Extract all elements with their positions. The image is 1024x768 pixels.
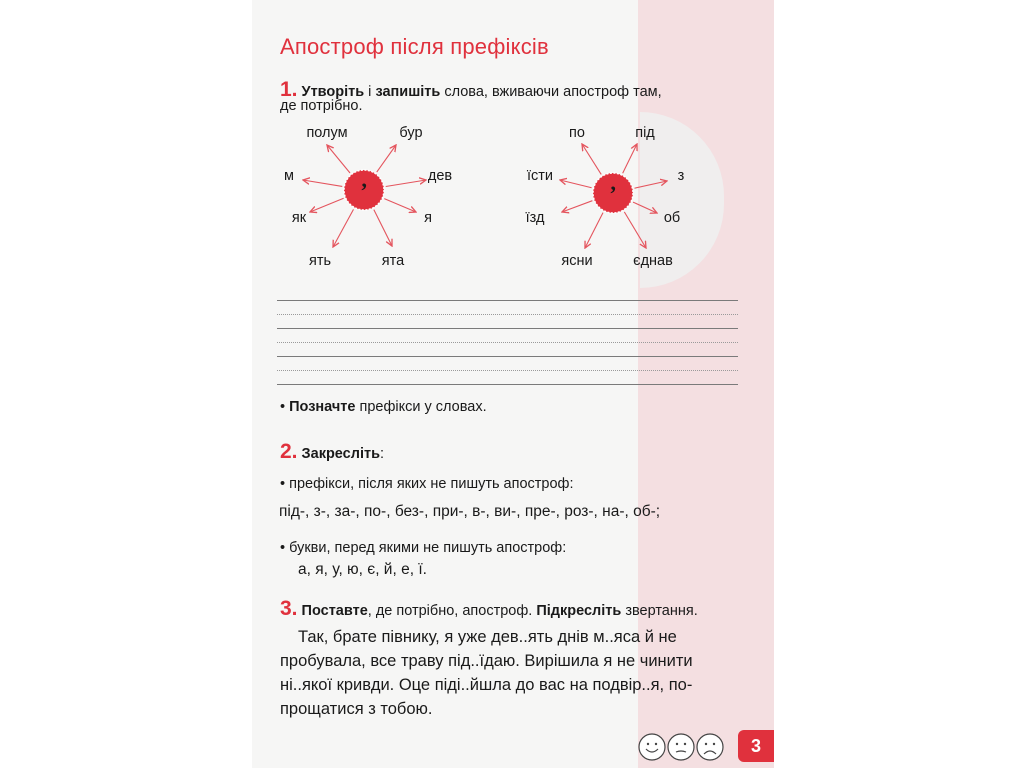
exercise-2-number: 2.: [280, 440, 298, 463]
star-arrow: [310, 198, 344, 212]
instruction-text: слова, вживаючи апостроф там,: [440, 84, 662, 100]
exercise-3-instruction: [280, 597, 698, 621]
page-title: Апостроф після префіксів: [280, 34, 549, 59]
page-number: 3: [738, 730, 774, 762]
instruction-text: і: [364, 84, 376, 100]
writing-guide-line: [277, 314, 738, 315]
bullet: •: [280, 399, 286, 415]
exercise-3-text-line[interactable]: ні..якої кривди. Оце піді..йшла до вас на подвір..я, по-: [280, 676, 693, 694]
self-assessment-faces: [637, 732, 737, 762]
star-arrow: [384, 199, 416, 212]
star-2-word: з: [677, 168, 685, 184]
star-arrow: [582, 144, 601, 174]
star-2-apostrophe: ’: [609, 181, 617, 206]
exercise-1-instruction-line2: де потрібно.: [280, 98, 363, 114]
star-1-word: як: [291, 210, 307, 226]
instruction-verb: запишіть: [375, 84, 441, 100]
instruction-verb: Закресліть: [301, 446, 381, 462]
star-2-word: по: [569, 125, 585, 141]
star-2-word: об: [663, 210, 681, 226]
star-arrow: [562, 201, 592, 212]
star-arrow: [560, 180, 592, 188]
star-arrow: [327, 145, 350, 173]
exercise-3-text-line[interactable]: прощатися з тобою.: [280, 700, 433, 718]
exercise-3-text-line[interactable]: Так, брате півнику, я уже дев..ять днів м..яса й не: [298, 628, 677, 646]
star-arrow: [303, 180, 342, 186]
exercise-1-task: [280, 399, 487, 415]
star-2-word: ясни: [561, 253, 593, 269]
instruction-verb: Поставте: [301, 603, 368, 619]
task-text: префікси у словах.: [355, 399, 487, 415]
exercise-2-bullet-1: • префікси, після яких не пишуть апостроф:: [280, 476, 574, 492]
star-2-word: їсти: [526, 168, 554, 184]
star-arrow: [623, 144, 637, 173]
exercise-2-instruction: [280, 440, 384, 464]
star-1-word: полум: [306, 125, 348, 141]
instruction-verb: Підкресліть: [536, 603, 622, 619]
star-arrow: [624, 212, 646, 248]
neutral-face-icon[interactable]: [668, 734, 694, 760]
writing-line[interactable]: [277, 300, 738, 301]
instruction-text: звертання.: [621, 603, 698, 619]
star-1-word: бур: [399, 125, 423, 141]
writing-guide-line: [277, 342, 738, 343]
instruction-colon: :: [380, 446, 385, 462]
star-1-word: дев: [427, 168, 453, 184]
star-1-apostrophe: ’: [360, 178, 368, 203]
instruction-verb: Утворіть: [301, 84, 365, 100]
star-2-word: єднав: [633, 253, 673, 269]
writing-line[interactable]: [277, 384, 738, 385]
prefix-list[interactable]: під-, з-, за-, по-, без-, при-, в-, ви-, пре-, роз-, на-, об-;: [279, 503, 661, 520]
star-1-word: ята: [381, 253, 405, 269]
star-1-word: я: [424, 210, 432, 226]
exercise-2-bullet-2: • букви, перед якими не пишуть апостроф:: [280, 540, 567, 556]
star-arrow: [634, 181, 667, 188]
letter-list[interactable]: а, я, у, ю, є, й, е, ї.: [298, 561, 427, 578]
star-2-word: під: [635, 125, 655, 141]
star-1-word: ять: [308, 253, 332, 269]
task-verb: Позначте: [289, 399, 356, 415]
star-arrow: [386, 180, 426, 186]
writing-line[interactable]: [277, 328, 738, 329]
writing-guide-line: [277, 370, 738, 371]
star-2-word: їзд: [525, 210, 545, 226]
star-arrow: [333, 209, 353, 247]
star-1-word: м: [284, 168, 294, 184]
sad-face-icon[interactable]: [697, 734, 723, 760]
smile-face-icon[interactable]: [639, 734, 665, 760]
exercise-3-text-line[interactable]: пробувала, все траву під..їдаю. Вирішила я не чинити: [280, 652, 693, 670]
star-arrow: [633, 202, 657, 213]
writing-line[interactable]: [277, 356, 738, 357]
instruction-text: , де потрібно, апостроф.: [367, 603, 537, 619]
star-arrow: [374, 210, 392, 246]
star-arrow: [585, 213, 603, 248]
exercise-3-number: 3.: [280, 597, 298, 620]
star-arrow: [377, 145, 396, 172]
exercise-1-number: 1.: [280, 78, 298, 101]
